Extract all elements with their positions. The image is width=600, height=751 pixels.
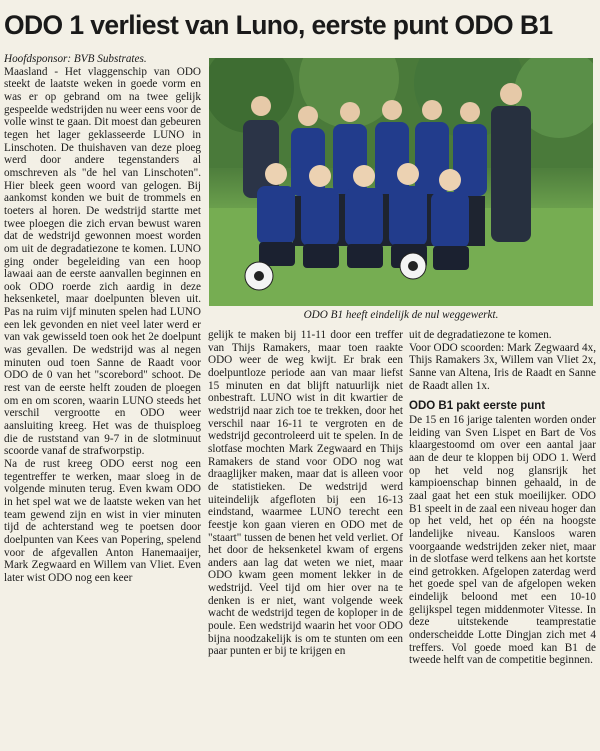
paragraph: Voor ODO scoorden: Mark Zegwaard 4x, Thijs Ramakers 3x, Willem van Vliet 2x, Sanne van Altena, Iris de Raadt en Sanne de Raadt allen 1x. bbox=[409, 341, 596, 392]
article-headline: ODO 1 verliest van Luno, eerste punt ODO B1 bbox=[4, 10, 553, 40]
team-photo-illustration bbox=[209, 58, 593, 306]
section-subhead: ODO B1 pakt eerste punt bbox=[409, 400, 546, 413]
paragraph: De 15 en 16 jarige talenten worden onder leiding van Sven Lispet en Bart de Vos klaargestoomd om over een aantal jaar aan de deur te kloppen bij ODO 1. Werd op het veld nog glansrijk het kampioenschap binnen gehaald, in de zaal gaat het een stuk moeilijker. ODO B1 speelt in de zaal een niveau hoger dan op het veld, het op één na hoogste landelijke niveau. Kansloos waren voorgaande wedstrijden zeker niet, maar in de slotfase werd telkens aan het kortste eind getrokken. Afgelopen zaterdag werd het goede spel van de afgelopen weken eindelijk beloond met een 10-10 gelijkspel tegen middenmoter Vitesse. In deze uitstekende teamprestatie onderscheidde Lotte Dingjan zich met 4 treffers. Vol goede moed kan B1 de tweede helft van de competitie beginnen. bbox=[409, 413, 596, 667]
team-photo bbox=[209, 58, 593, 306]
article-column-2 bbox=[208, 329, 403, 751]
paragraph: gelijk te maken bij 11-11 door een treffer van Thijs Ramakers, maar toen raakte ODO weer de weg kwijt. Er brak een doelpuntloze periode aan van maar liefst 15 minuten en dat blijft natuurlijk niet onbestraft. LUNO wist in dit kwartier de wedstrijd naar zich toe te trekken, door het verschil naar 16-11 te vergroten en de wedstrijd gecontroleerd uit te spelen. In de slotfase mochten Mark Zegwaard en Thijs Ramakers de stand voor ODO nog wat draaglijker maken, maar dat is alleen voor de statistieken. De wedstrijd werd uiteindelijk afgefloten bij een 16-13 eindstand, waarmee LUNO terecht een feestje kon gaan vieren en ODO met de "staart" tussen de benen het veld verliet. Of het door de heksenketel kwam of ergens anders aan lag dat weten we niet, maar ODO kwam geen moment lekker in de wedstrijd. Veel tijd om hier over na te denken is er niet, want volgende week wacht de wedstrijd tegen de koploper in de poule. Een wedstrijd waarin het voor ODO bijna noodzakelijk is om te stunten om een paar punten er bij te krijgen en bbox=[208, 329, 403, 658]
photo-caption: ODO B1 heeft eindelijk de nul weggewerkt. bbox=[303, 309, 499, 321]
paragraph: Na de rust kreeg ODO eerst nog een tegentreffer te werken, maar sloeg in de volgende minuten terug. Even kwam ODO in het spel wat we de laatste weken van het team gewend zijn en wist in vier minuten tijd de achterstand weg te poetsen door doelpunten van Kees van Popering, spelend voor de afgevallen Anton Hanemaaijer, Mark Zegwaard en Willem van Vliet. Even later wist ODO nog een keer bbox=[4, 458, 201, 584]
article-column-3 bbox=[409, 329, 596, 751]
paragraph: uit de degradatiezone te komen. bbox=[409, 329, 552, 341]
sponsor-line: Hoofdsponsor: BVB Substrates. bbox=[4, 53, 147, 65]
paragraph: Maasland - Het vlaggenschip van ODO steekt de laatste weken in goede vorm en was er op gebrand om na twee gelijk gespeelde wedstrijden nu weer eens voor de volle winst te gaan. Dit moest dan gebeuren tegen het lager geklasseerde LUNO in Linschoten. De thuishaven van deze ploeg werd door andere tegenstanders al omschreven als "de hel van Linschoten". Hier bleek geen woord van gelogen. Bij aankomst konden we buit de trommels en toeters al horen. De wedstrijd startte met twee ploegen die zich ervan bewust waren dat de wedstrijd gewonnen moest worden om uit de degradatiezone te komen. LUNO ging onder begeleiding van een hoop lawaai aan de eerste aanvallen beginnen en ook ODO roerde zich aardig in deze heksenketel, maar doelpunten bleven uit. Pas na ruim vijf minuten spelen had LUNO een lek gevonden en niet veel later werd er van vak gewisseld toen ook het 2e doelpunt was gevallen. De wedstrijd was al negen minuten oud toen Sanne de Raadt voor ODO de 0 van het "scorebord" schoot. De rest van de eerste helft zouden de ploegen om en om scoren, waarin LUNO steeds het verschil vergrootte en ODO weer aansluiting kreeg. Het was de thuisploeg die de ruststand van 9-7 in de slotminuut scoorde vanaf de strafworpstip. bbox=[4, 65, 201, 458]
article-column-1 bbox=[4, 53, 201, 751]
